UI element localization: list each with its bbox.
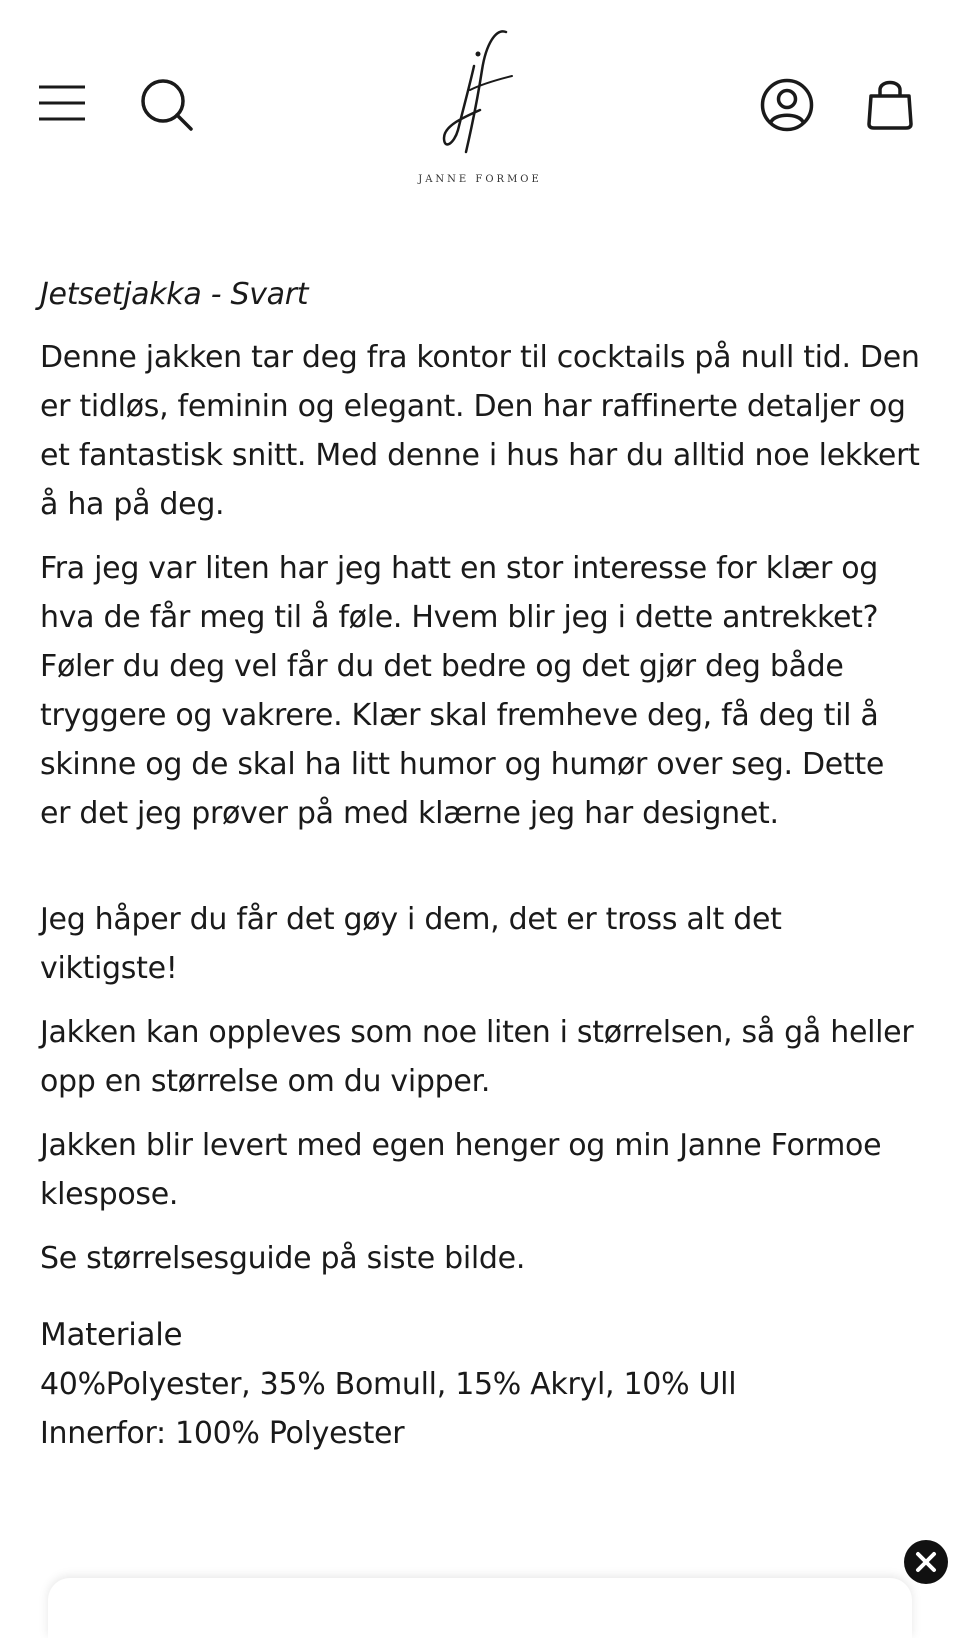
description-paragraph-6: Se størrelsesguide på siste bilde. [40,1241,526,1276]
shopping-bag-icon [866,78,914,130]
search-icon [140,78,194,132]
jf-monogram-icon [440,26,520,156]
description-paragraph-5: Jakken blir levert med egen henger og min Janne Formoe klespose. [40,1128,882,1212]
close-icon [915,1551,937,1573]
description-paragraph-3: Jeg håper du får det gøy i dem, det er tross alt det viktigste! [40,902,782,986]
product-title: Jetsetjakka - Svart [40,277,309,312]
description-paragraph-1: Denne jakken tar deg fra kontor til cocktails på null tid. Den er tidløs, feminin og elegant. Den har raffinerte detaljer og et fantastisk snitt. Med denne i hus har du alltid noe lekkert å ha på deg. [40,340,920,522]
material-composition: 40%Polyester, 35% Bomull, 15% Akryl, 10% Ull [40,1367,737,1402]
description-paragraph-4: Jakken kan oppleves som noe liten i størrelsen, så gå heller opp en størrelse om du vipper. [40,1015,914,1099]
material-heading: Materiale [40,1317,183,1353]
description-paragraph-2: Fra jeg var liten har jeg hatt en stor interesse for klær og hva de får meg til å føle. Hvem blir jeg i dette antrekket? Føler du deg vel får du det bedre og det gjør deg både tryggere og vakrere. Klær skal fremheve deg, få deg til å skinne og de skal ha litt humor og humør over seg. Dette er det jeg prøver på med klærne jeg har designet. [40,551,884,831]
user-account-icon [760,78,814,132]
brand-name: JANNE FORMOE [418,174,542,185]
product-description [40,270,920,1458]
menu-button[interactable] [38,84,86,124]
search-button[interactable] [140,78,194,132]
site-header [0,0,960,200]
cart-button[interactable] [866,78,914,130]
hamburger-menu-icon [38,84,86,124]
bottom-sheet[interactable] [48,1578,912,1638]
lining-composition: Innerfor: 100% Polyester [40,1416,405,1451]
spacer [40,853,920,895]
close-button[interactable] [904,1540,948,1584]
account-button[interactable] [760,78,814,132]
brand-logo[interactable] [400,26,560,186]
